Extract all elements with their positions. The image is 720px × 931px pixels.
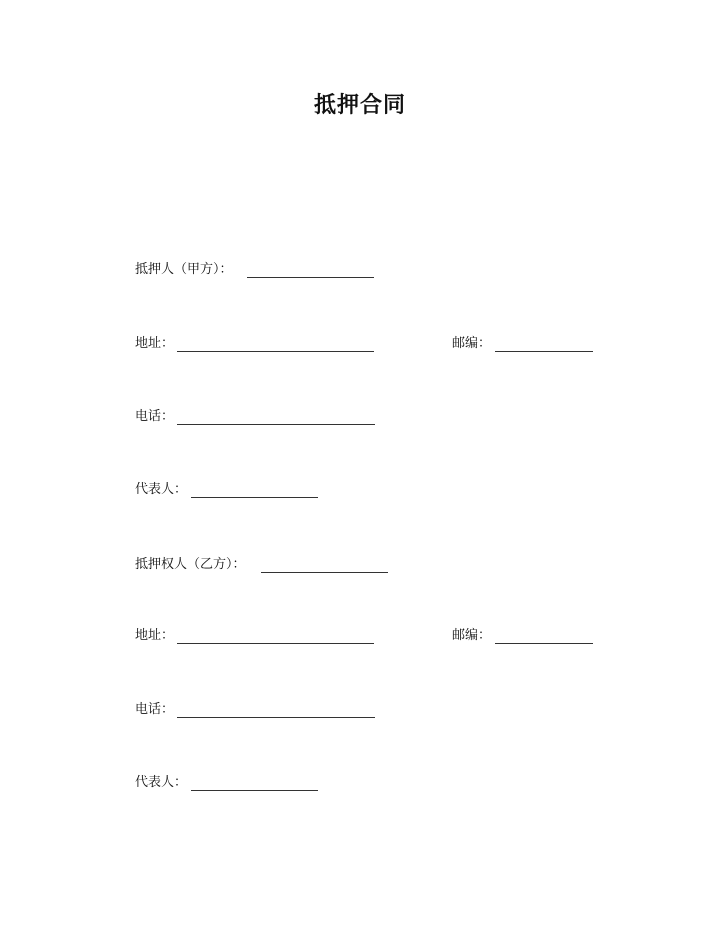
mortgagor-address-field[interactable] — [177, 351, 374, 352]
document-title: 抵押合同 — [313, 93, 406, 118]
mortgagee-label: 抵押权人（乙方）： — [135, 557, 246, 572]
mortgagee-representative-label: 代表人： — [135, 775, 188, 790]
mortgagor-representative-field[interactable] — [191, 497, 318, 498]
mortgagor-phone-label: 电话： — [135, 409, 175, 424]
mortgagor-phone-field[interactable] — [177, 424, 375, 425]
mortgagee-phone-field[interactable] — [177, 717, 375, 718]
mortgagee-representative-field[interactable] — [191, 790, 318, 791]
mortgagee-phone-label: 电话： — [135, 702, 175, 717]
mortgagee-name-field[interactable] — [261, 572, 388, 573]
mortgagor-postcode-label: 邮编： — [452, 336, 492, 351]
mortgagee-postcode-label: 邮编： — [452, 628, 492, 643]
mortgagor-postcode-field[interactable] — [495, 351, 593, 352]
mortgagor-label: 抵押人（甲方）： — [135, 262, 233, 277]
mortgagor-name-field[interactable] — [247, 277, 374, 278]
mortgagor-representative-label: 代表人： — [135, 482, 188, 497]
mortgagee-address-field[interactable] — [177, 643, 374, 644]
mortgagee-address-label: 地址： — [135, 628, 175, 643]
mortgagee-postcode-field[interactable] — [495, 643, 593, 644]
mortgagor-address-label: 地址： — [135, 336, 175, 351]
